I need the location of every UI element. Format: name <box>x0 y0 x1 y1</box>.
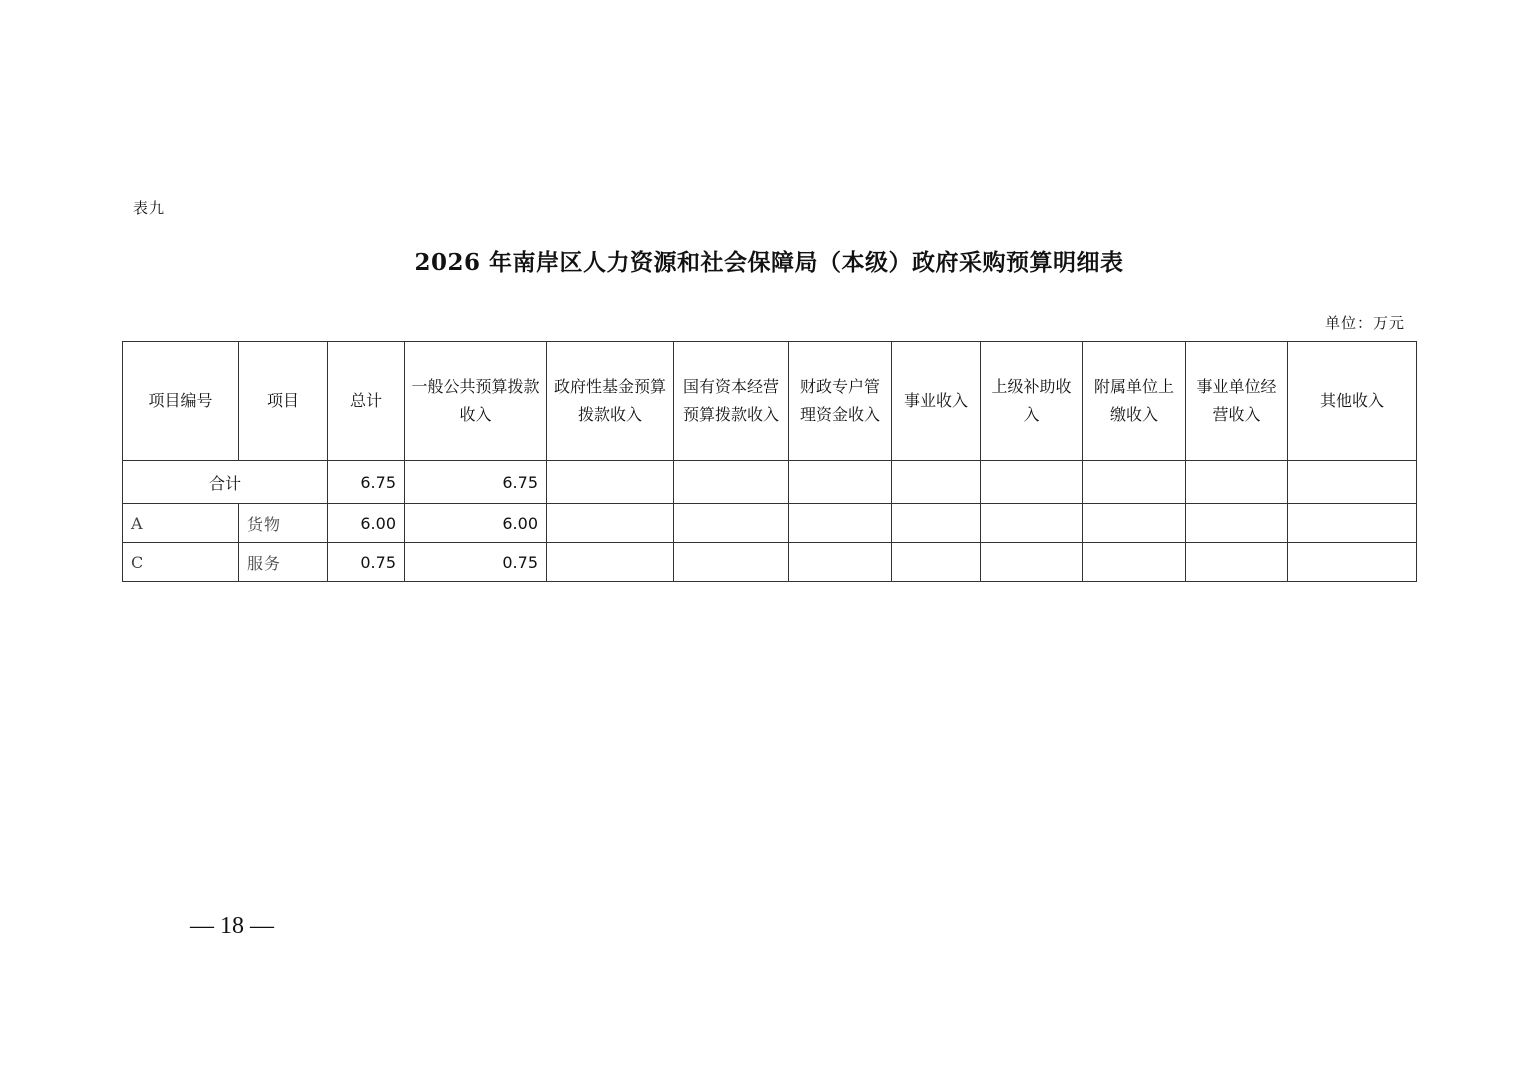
col-header-general-budget: 一般公共预算拨款收入 <box>405 342 547 461</box>
table-cell <box>981 504 1083 543</box>
table-header-row <box>123 342 1417 461</box>
table-cell <box>674 461 789 504</box>
row-code: C <box>123 543 239 582</box>
total-general-budget: 6.75 <box>405 461 547 504</box>
total-label: 合计 <box>123 461 328 504</box>
table-cell <box>981 543 1083 582</box>
table-cell <box>1083 504 1186 543</box>
total-amount: 6.75 <box>328 461 405 504</box>
col-header-affiliated-remit: 附属单位上缴收入 <box>1083 342 1186 461</box>
table-cell <box>547 543 674 582</box>
row-total: 6.00 <box>328 504 405 543</box>
col-header-project: 项目 <box>239 342 328 461</box>
table-cell <box>789 461 892 504</box>
col-header-operating-income: 事业单位经营收入 <box>1186 342 1288 461</box>
col-header-project-code: 项目编号 <box>123 342 239 461</box>
table-cell <box>547 504 674 543</box>
table-cell <box>1288 461 1417 504</box>
table-cell <box>892 504 981 543</box>
table-cell <box>547 461 674 504</box>
col-header-other-income: 其他收入 <box>1288 342 1417 461</box>
col-header-gov-fund: 政府性基金预算拨款收入 <box>547 342 674 461</box>
table-cell <box>789 504 892 543</box>
table-cell <box>789 543 892 582</box>
table-cell <box>1288 543 1417 582</box>
row-code: A <box>123 504 239 543</box>
col-header-special-account: 财政专户管理资金收入 <box>789 342 892 461</box>
page-title: 2026 年南岸区人力资源和社会保障局（本级）政府采购预算明细表 <box>414 249 1124 276</box>
row-total: 0.75 <box>328 543 405 582</box>
table-row <box>123 543 1417 582</box>
table-cell <box>981 461 1083 504</box>
unit-label: 单位：万元 <box>1324 314 1405 332</box>
table-cell <box>1186 543 1288 582</box>
table-row <box>123 504 1417 543</box>
col-header-total: 总计 <box>328 342 405 461</box>
total-row <box>123 461 1417 504</box>
col-header-state-capital: 国有资本经营预算拨款收入 <box>674 342 789 461</box>
table-cell <box>1186 504 1288 543</box>
col-header-superior-subsidy: 上级补助收入 <box>981 342 1083 461</box>
page-number: — 18 — <box>190 913 274 939</box>
row-name: 服务 <box>239 543 328 582</box>
table-cell <box>1288 504 1417 543</box>
table-cell <box>1186 461 1288 504</box>
table-cell <box>674 504 789 543</box>
table-cell <box>892 461 981 504</box>
table-cell <box>1083 543 1186 582</box>
row-name: 货物 <box>239 504 328 543</box>
row-general-budget: 0.75 <box>405 543 547 582</box>
procurement-budget-table <box>122 341 1417 582</box>
table-cell <box>1083 461 1186 504</box>
table-cell <box>892 543 981 582</box>
table-label: 表九 <box>133 199 166 217</box>
row-general-budget: 6.00 <box>405 504 547 543</box>
table-cell <box>674 543 789 582</box>
col-header-business-income: 事业收入 <box>892 342 981 461</box>
